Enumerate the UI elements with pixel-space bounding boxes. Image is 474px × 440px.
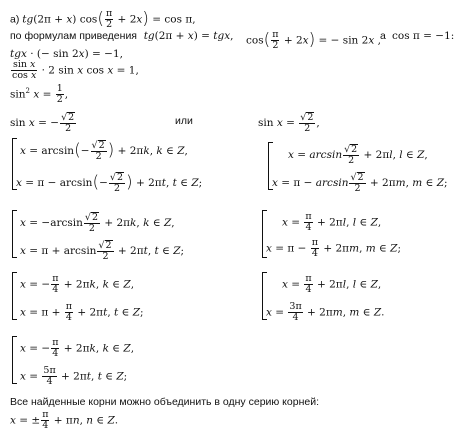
set1-left-line1: x = arcsin(− $\frac{√2}{2}$ ) + 2πk, k ∈ Z,	[20, 140, 188, 162]
line-6-right: sin x = $\frac{√2}{2}$ ,	[258, 112, 320, 134]
line-2-cos-formula: cos( $\frac{\pi}{2}$ + 2x) = − sin 2x ,	[246, 29, 381, 51]
line-5-equation: $\sin^2 x$ = $\frac{1}{2}$ ,	[10, 83, 69, 105]
final-answer: x = ± $\frac{\pi}{4}$ + πn, n ∈ Z.	[10, 409, 119, 431]
set3-right-line1: x = $\frac{\pi}{4}$ + 2πl, l ∈ Z,	[282, 273, 382, 295]
set1-right-line1: x = arcsin $\frac{√2}{2}$ + 2πl, l ∈ Z,	[288, 144, 428, 166]
line-2-reduction-formulas: по формулам приведения tg(2π + x) = tgx,	[10, 30, 234, 42]
line-2-and-label: а	[380, 30, 386, 42]
line-1-equation: а) tg(2π + x) cos( $\frac{\pi}{2}$ + 2x) = cos π,	[10, 8, 196, 30]
set3-left-line1: x = − $\frac{\pi}{4}$ + 2πk, k ∈ Z,	[20, 273, 135, 295]
line-4-equation: $\frac{\text{sin x}}{\text{cos x}}$ · 2 sin x cos x = 1,	[12, 59, 139, 81]
set2-right-line2: x = π − $\frac{\pi}{4}$ + 2πm, m ∈ Z;	[266, 237, 402, 259]
reduction-prefix: по формулам приведения	[10, 30, 137, 42]
bracket-set2-left	[12, 210, 17, 258]
conclusion-text: Все найденные корни можно объединить в одну серию корней:	[10, 396, 319, 408]
set1-left-line2: x = π − arcsin(− $\frac{√2}{2}$ ) + 2πt, t ∈ Z;	[16, 172, 203, 194]
set2-left-line1: x = −arcsin $\frac{√2}{2}$ + 2πk, k ∈ Z,	[20, 212, 175, 234]
set2-right-line1: x = $\frac{\pi}{4}$ + 2πl, l ∈ Z,	[282, 211, 382, 233]
line-2-cos-pi: cos π = −1:	[392, 30, 455, 42]
set1-right-line2: x = π − arcsin $\frac{√2}{2}$ + 2πm, m ∈ Z;	[272, 172, 448, 194]
set2-left-line2: x = π + arcsin $\frac{√2}{2}$ + 2πt, t ∈ Z;	[20, 240, 185, 262]
bracket-set3-left	[12, 272, 17, 320]
set4-left-line2: x = $\frac{5\pi}{4}$ + 2πt, t ∈ Z;	[20, 365, 128, 387]
set3-left-line2: x = π + $\frac{\pi}{4}$ + 2πt, t ∈ Z;	[20, 301, 144, 323]
set3-right-line2: x = $\frac{3\pi}{4}$ + 2πm, m ∈ Z.	[266, 301, 385, 323]
set4-left-line1: x = − $\frac{\pi}{4}$ + 2πk, k ∈ Z,	[20, 337, 135, 359]
bracket-set4-left	[12, 336, 17, 384]
line-6-or: или	[175, 115, 193, 127]
line-3-equation: tgx · (− sin 2x) = −1,	[10, 48, 123, 60]
line-6-left: sin x = − $\frac{√2}{2}$	[10, 112, 75, 134]
